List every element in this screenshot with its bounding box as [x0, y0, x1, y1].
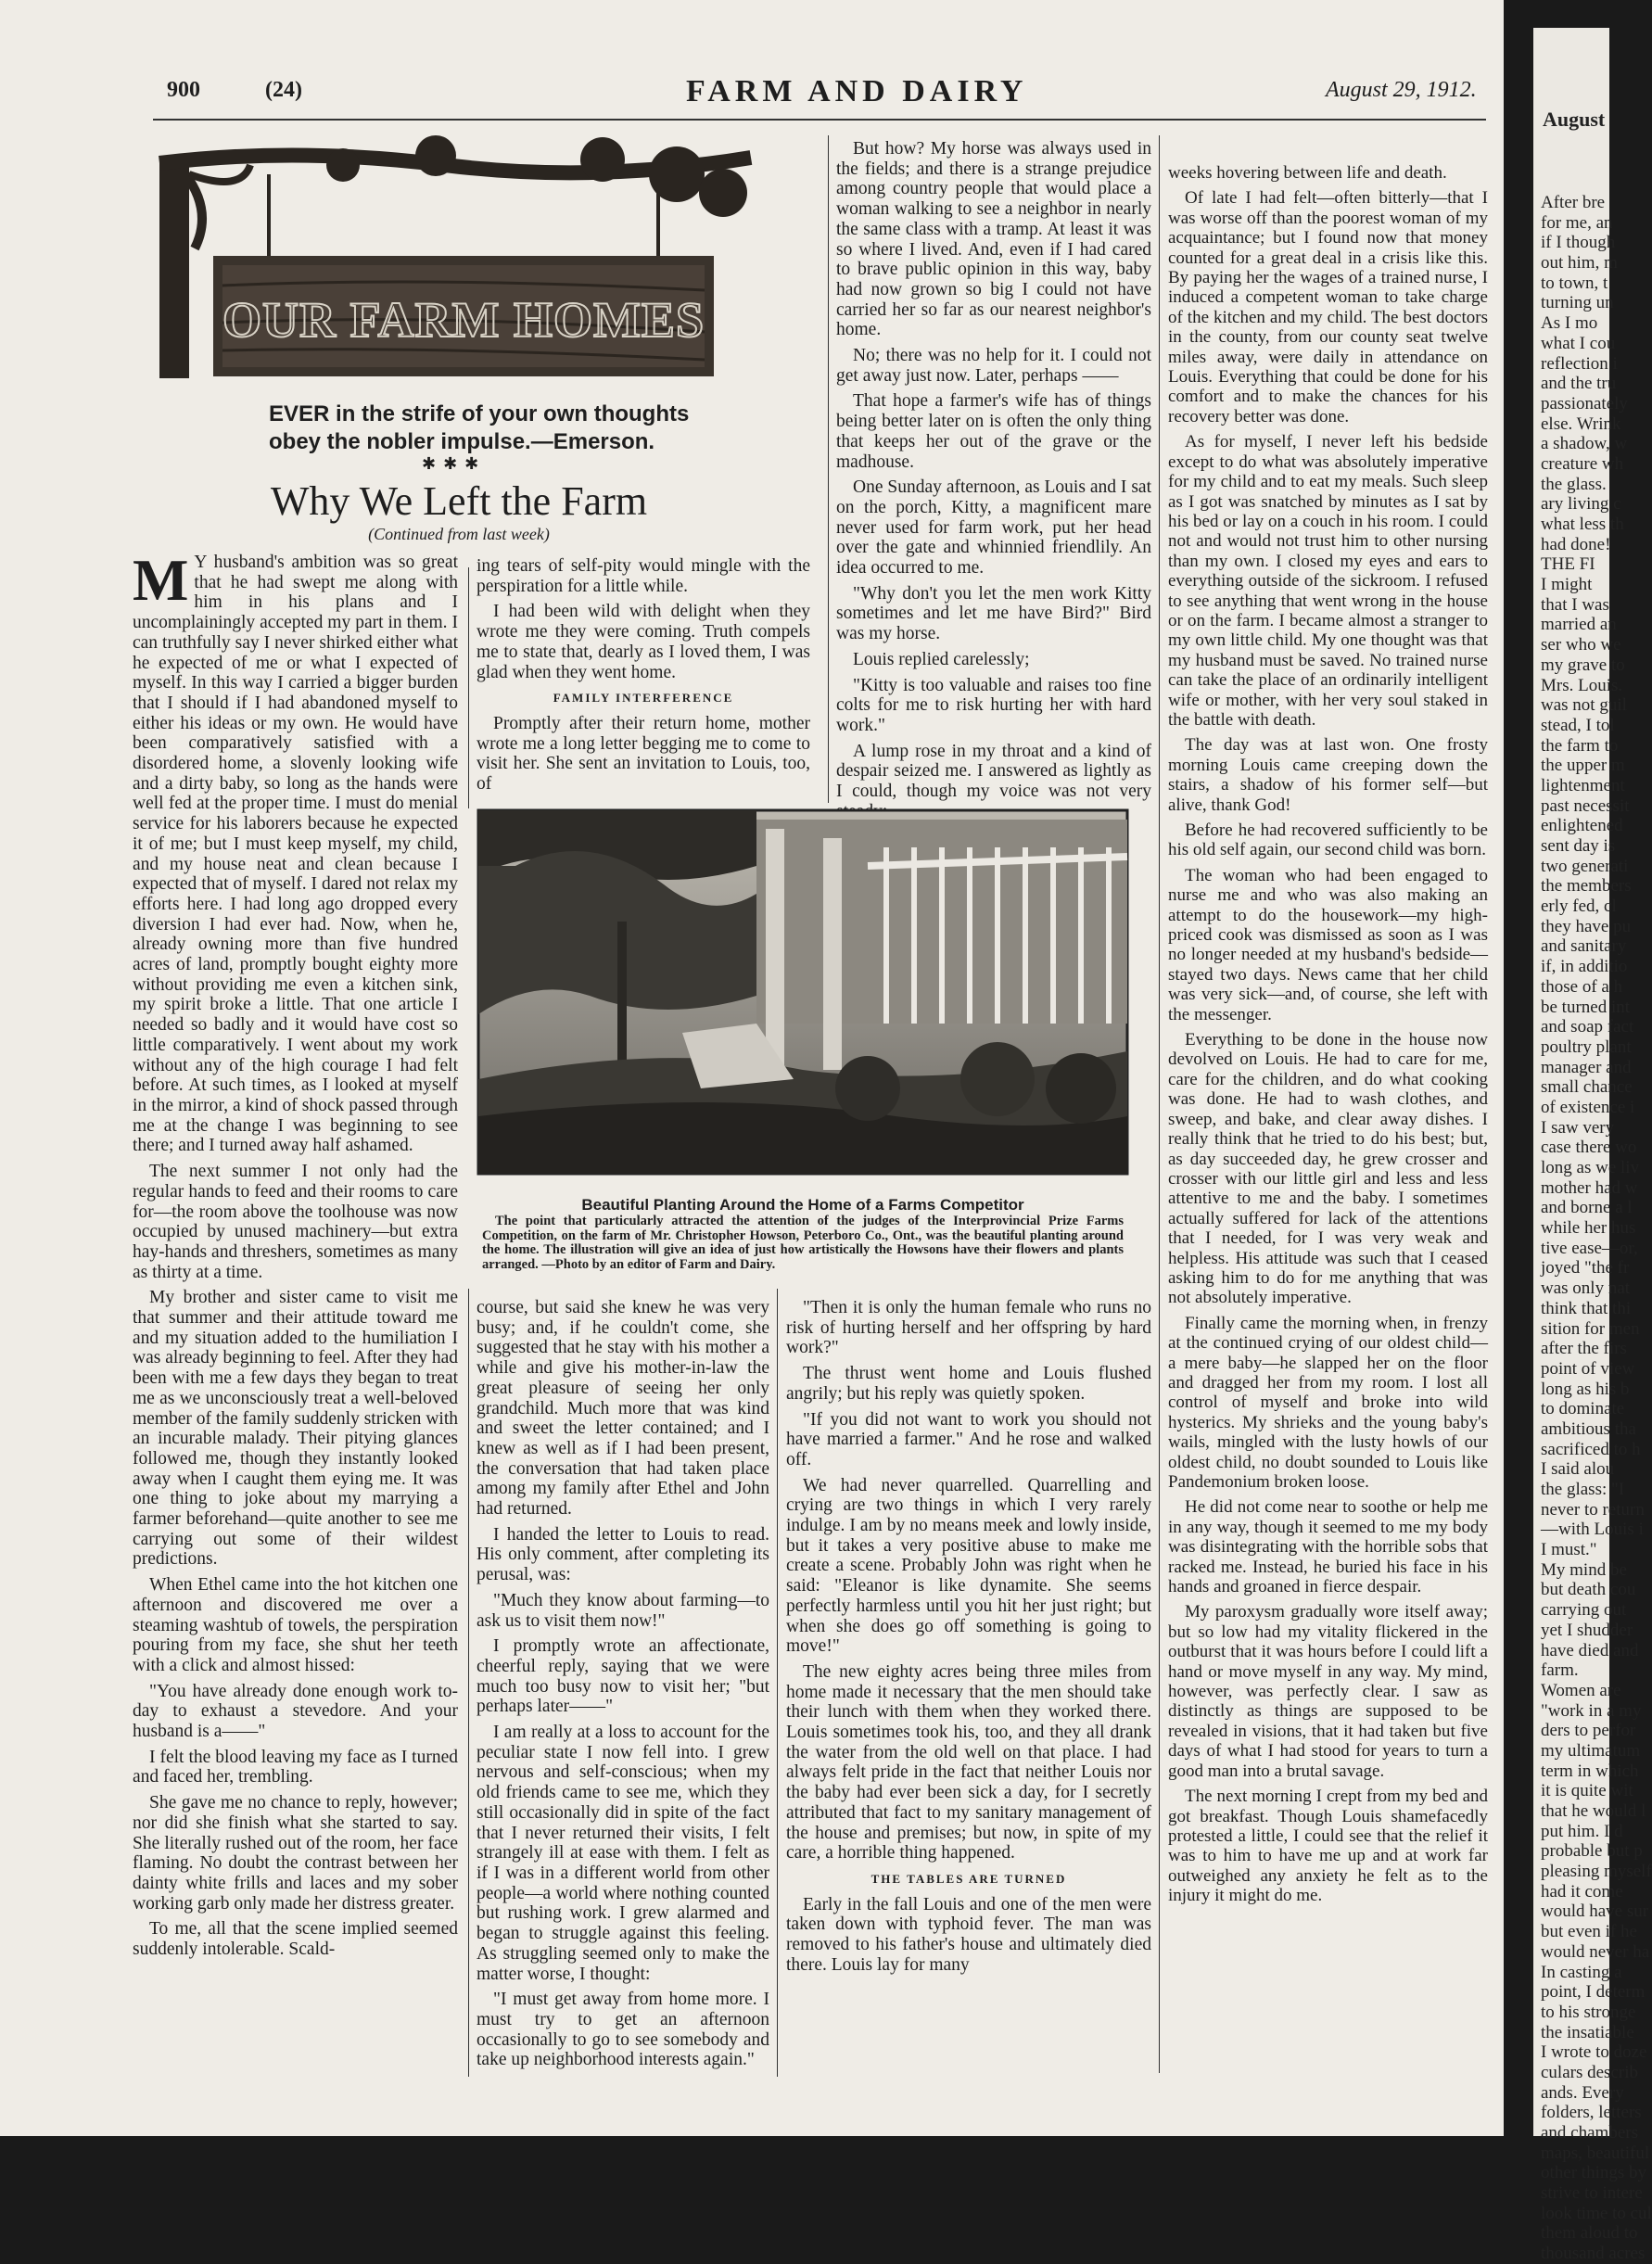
adjacent-page-line: small chance — [1541, 1077, 1633, 1098]
adjacent-page-line: carrying out — [1541, 1600, 1627, 1621]
adjacent-page-line: was not guil — [1541, 695, 1627, 716]
porch-planting-photo — [478, 810, 1127, 1174]
paragraph: "Then it is only the human female who runs no risk of hurting herself and her offspring by hard work?" — [786, 1298, 1151, 1358]
header-rule — [153, 119, 1486, 121]
paragraph: Louis replied carelessly; — [853, 649, 1030, 669]
adjacent-page-line: what less th — [1541, 515, 1624, 534]
adjacent-page-line: they have pu — [1541, 916, 1632, 936]
adjacent-page-line: the upper m — [1541, 756, 1625, 776]
adjacent-page-line: past necessit — [1541, 795, 1630, 816]
column-rule — [468, 1289, 469, 2077]
adjacent-page-line: for me, an — [1541, 212, 1613, 233]
column-rule — [468, 567, 469, 808]
adjacent-page-line: ser who we — [1541, 635, 1621, 655]
adjacent-page-line: would have sur — [1541, 1902, 1649, 1922]
adjacent-page-line: After bre — [1541, 193, 1606, 212]
paragraph: The woman who had been engaged to nurse me and who was also making an attempt to do the housework—my high-priced cook was dismissed as soon as I was no longer needed at my husband's bedside—stayed two days. News came that her child was very sick—and, of course, she left with the messenger. — [1168, 865, 1488, 1024]
paragraph: I am really at a loss to account for the peculiar state I now fell into. I grew nervous and self-conscious; when my old friends came to see me, which they still occasionally did in spite of the fact that I never returned their visits, I felt strangely ill at ease with them. I felt as if I was in a different world from other people—a world where nothing counted but rushing work. I grew alarmed and began to struggle against this feeling. As struggling seemed only to make the matter worse, I thought: — [477, 1723, 769, 1984]
adjacent-page-line: to his stronge — [1541, 2002, 1636, 2022]
adjacent-page-line: to town, t — [1541, 273, 1608, 293]
adjacent-page-line: culars describ — [1541, 2062, 1638, 2082]
adjacent-page-line: after the firs — [1541, 1339, 1627, 1359]
adjacent-page-line: and the tru — [1541, 374, 1617, 394]
article-column-3-bottom — [786, 1298, 1151, 2095]
adjacent-page-line: ands. Every — [1541, 2082, 1624, 2103]
paragraph: To me, all that the scene implied seemed suddenly intolerable. Scald- — [133, 1919, 458, 1960]
adjacent-page-line: and borne a l — [1541, 1198, 1633, 1218]
paragraph: She gave me no chance to reply, however; nor did she finish what she started to say. She literally rushed out of the room, her face flaming. No doubt the contrast between her dainty white frills and laces and my sober working garb only made her distress greater. — [133, 1793, 458, 1914]
adjacent-page-line: the insatiable — [1541, 2022, 1634, 2042]
paragraph: "Why don't you let the men work Kitty sometimes and let me have Bird?" Bird was my horse. — [836, 583, 1151, 644]
adjacent-page-line: folders, letters — [1541, 2103, 1642, 2123]
adjacent-page-line: sacrificed to h — [1541, 1439, 1641, 1459]
column-rule — [828, 135, 829, 803]
adjacent-page-line: out him, m — [1541, 253, 1618, 273]
adjacent-page-line: As I mo — [1541, 313, 1598, 334]
epigraph: EVER in the strife of your own thoughts obey the nobler impulse.—Emerson. — [269, 401, 690, 454]
adjacent-page-line: them aloud to — [1541, 2223, 1638, 2244]
paragraph: Before he had recovered sufficiently to be his old self again, our second child was born. — [1168, 820, 1488, 860]
adjacent-page-line: think that thi — [1541, 1298, 1632, 1318]
page-number: 900 — [167, 78, 200, 102]
adjacent-page-line: else. Wrink — [1541, 413, 1621, 434]
adjacent-page-line: Women are — [1541, 1680, 1621, 1700]
adjacent-page-line: long as his b — [1541, 1379, 1630, 1399]
paragraph: "Kitty is too valuable and raises too fine colts for me to risk hurting her with hard work." — [836, 675, 1151, 735]
paragraph: We had never quarrelled. Quarrelling and crying are two things in which I very rarely indulge. I am by no means meek and lowly inside, but it takes a very positive abuse to make me create a scene. Probably John was right when he said: "Eleanor is like dynamite. She seems perfectly harmless until you hit her just right; but when she does go off something is going to move!" — [786, 1475, 1151, 1657]
adjacent-page-line: look time to cul — [1541, 2203, 1652, 2223]
adjacent-page-line: had it come — [1541, 1881, 1623, 1902]
adjacent-page-line: the members — [1541, 876, 1632, 897]
adjacent-page-line: manager and — [1541, 1057, 1632, 1077]
adjacent-page-line: of existence i — [1541, 1097, 1635, 1117]
paragraph: That hope a farmer's wife has of things being better later on is often the only thing that keeps her out of the grave or the madhouse. — [836, 391, 1151, 472]
adjacent-page-line: that I was — [1541, 594, 1609, 615]
adjacent-page-line: and sanitary — [1541, 936, 1627, 957]
adjacent-page-line: probable but p — [1541, 1841, 1643, 1862]
adjacent-page-line: if, in additio — [1541, 957, 1628, 977]
adjacent-page-line: THE FI — [1541, 554, 1595, 575]
paragraph: The day was at last won. One frosty morning Louis came creeping down the stairs, a shadow of his former self—but alive, thank God! — [1168, 735, 1488, 815]
section-ornament: ✱✱✱ — [422, 454, 487, 473]
column-rule — [777, 1289, 778, 2077]
adjacent-page-line: term in which — [1541, 1761, 1639, 1781]
adjacent-page-line: In casting a — [1541, 1962, 1622, 1982]
paragraph: A lump rose in my throat and a kind of despair seized me. I answered as lightly as I could, though my voice was not very — [836, 741, 1151, 802]
adjacent-page-line: lightenment — [1541, 775, 1625, 795]
adjacent-page-line: sition for men — [1541, 1318, 1640, 1339]
adjacent-page-line: joyed "the fr — [1541, 1258, 1630, 1278]
adjacent-page-line: tive ease—or, — [1541, 1238, 1638, 1258]
adjacent-page-line: while her hus — [1541, 1218, 1636, 1239]
adjacent-page-line: case there wo — [1541, 1138, 1637, 1158]
adjacent-page-line: mother had w — [1541, 1177, 1638, 1198]
adjacent-page-line: that he would l — [1541, 1801, 1646, 1821]
paragraph: I had been wild with delight when they wrote me they were coming. Truth compels me to state that, dearly as I loved them, I was glad when they went home. — [477, 602, 810, 682]
subhead: FAMILY INTERFERENCE — [553, 691, 734, 706]
adjacent-page-line: was only nat — [1541, 1278, 1631, 1299]
adjacent-page-line: put him. I d — [1541, 1821, 1623, 1841]
paragraph: Finally came the morning when, in frenzy at the continued crying of our oldest child—a mere baby—he slapped her on the floor and dragged her from my room. I lost all control of myself and broke into wild hysterics. My shrieks and the young baby's wails, mingled with the lusty howls of our oldest child, no doubt sounded to Louis like Pandemonium broken loose. — [1168, 1313, 1488, 1492]
drop-cap: M — [133, 547, 189, 613]
paragraph: I promptly wrote an affectionate, cheerful reply, saying that we were much too busy now to visit her; "but perhaps later——" — [477, 1636, 769, 1717]
masthead-title: FARM AND DAIRY — [686, 74, 1028, 108]
paragraph: ing tears of self-pity would mingle with the perspiration for a little while. — [477, 556, 810, 596]
photo-caption-text: The point that particularly attracted the attention of the judges of the Interprovincial Prize Farms Competition, on the farm of Mr. Christopher Howson, Peterboro Co., Ont., was the beautiful planting around the home. The illustration will give an idea of just how artistically the Howsons have their flowers and plants arranged. —Photo by an editor of Farm and Dairy. — [482, 1214, 1124, 1272]
adjacent-page-line: my grave to — [1541, 655, 1625, 675]
paragraph: Of late I had felt—often bitterly—that I was worse off than the poorest woman of my acquaintance; but I found now that money counted for a great deal in a crisis like this. By paying her the wages of a trained nurse, I induced a competent woman to take charge of the kitchen and my child. The best doctors in the county, from our county seat twelve miles away, were daily in attendance on Louis. Everything that could be done for his comfort and to make the chances for his recovery better was done. — [1168, 188, 1488, 426]
article-subtitle: (Continued from last week) — [368, 525, 550, 543]
adjacent-page-line: stead, I tol — [1541, 715, 1615, 735]
adjacent-page-line: have died and — [1541, 1640, 1639, 1660]
adjacent-page-line: the glass. — [1541, 474, 1607, 494]
adjacent-page-line: erly fed, cl — [1541, 897, 1617, 917]
paragraph: As for myself, I never left his bedside except to do what was absolutely imperative for my child and to eat my meals. Such sleep as I got was snatched by minutes as I sat by his bed or lay on a couch in his room. I could not and would not trust him to other nursing than my own. I closed my eyes and ears to everything outside of the sickroom. I refused to see anything that went wrong in the house or on the farm. I became almost a stranger to my own little child. My one thought was that my husband must be saved. No trained nurse can take the place of an ordinarily intelligent wife or mother, with her very soul staked in the battle with death. — [1168, 432, 1488, 730]
adjacent-page-line: and chambers — [1541, 2123, 1638, 2143]
adjacent-page-line: a shadow, w — [1541, 434, 1628, 454]
paragraph: "If you did not want to work you should not have married a farmer." And he rose and walked off. — [786, 1409, 1151, 1469]
article-column-2-top — [477, 556, 810, 807]
paragraph: But how? My horse was always used in the fields; and there is a strange prejudice among country people that would place a woman walking to see a neighbor in nearly the same class with a tramp. At least it was so where I lived. And, even if I had cared to brave public opinion in this way, baby had now grown so big I could not have carried her so far as our nearest neighbor's home. — [836, 139, 1151, 340]
adjacent-page-line: yet I shudder — [1541, 1620, 1633, 1640]
adjacent-page-line: what I cou — [1541, 333, 1616, 353]
article-column-4 — [1168, 163, 1488, 2115]
subhead: THE TABLES ARE TURNED — [870, 1871, 1067, 1886]
adjacent-page-line: the glass: "I — [1541, 1480, 1625, 1499]
adjacent-page-line: never to return — [1541, 1499, 1645, 1520]
adjacent-page-line: Mrs. Louis. — [1541, 675, 1623, 695]
adjacent-page-line: thousand acres — [1541, 2244, 1646, 2264]
adjacent-page-line: the farm to — [1541, 735, 1619, 756]
adjacent-page-line: other things by — [1541, 2163, 1646, 2183]
adjacent-page-fragment — [1533, 28, 1652, 2264]
paragraph: weeks hovering between life and death. — [1168, 163, 1447, 183]
adjacent-page-line: "work in a my — [1541, 1700, 1642, 1721]
adjacent-page-line: and soap fact — [1541, 1017, 1634, 1037]
adjacent-page-header: August — [1543, 108, 1606, 131]
adjacent-page-line: point, I determ — [1541, 1982, 1646, 2003]
adjacent-page-line: I wrote to doze — [1541, 2042, 1647, 2063]
adjacent-page-line: my ultimatum — [1541, 1740, 1641, 1761]
adjacent-page-line: I must." — [1541, 1540, 1597, 1560]
our-farm-homes-sign-illustration — [158, 137, 760, 388]
adjacent-page-line: —with Louis i — [1541, 1520, 1644, 1540]
adjacent-page-line: poultry plant — [1541, 1037, 1632, 1057]
adjacent-page-line: enlightened — [1541, 816, 1623, 836]
page-sub-number: (24) — [265, 78, 302, 102]
paragraph: Everything to be done in the house now devolved on Louis. He had to care for me, care for the children, and do what cooking was done. He had to wash clothes, and sweep, and bake, and clear away dishes. I really think that he tried to do his best; but, as day succeeded day, he grew crosser and crosser with our little girl and less and less attentive to me and the baby. I sometimes actually suffered for lack of the attentions that I needed, for I was very weak and helpless. His attitude was such that I ceased asking him to do for me anything that was not absolutely imperative. — [1168, 1030, 1488, 1308]
adjacent-page-line: I might — [1541, 575, 1593, 595]
paragraph: "Much they know about farming—to ask us to visit them now!" — [477, 1590, 769, 1631]
paragraph: I felt the blood leaving my face as I turned and faced her, trembling. — [133, 1747, 458, 1787]
article-column-3-top — [836, 139, 1151, 803]
paragraph: course, but said she knew he was very busy; and, if he couldn't come, she suggested that he stay with his mother a while and give his mother-in-law the great pleasure of seeing her only grandchild. Much more that was kind and sweet the letter contained; and I knew as well as if I had been present, the conversation that had taken place among my family after Ethel and John had returned. — [477, 1298, 769, 1520]
paragraph: No; there was no help for it. I could not get away just now. Later, perhaps —— — [836, 346, 1151, 386]
adjacent-page-line: I saw very — [1541, 1117, 1615, 1138]
adjacent-page-line: ambitious tha — [1541, 1418, 1636, 1439]
adjacent-page-column — [1541, 193, 1652, 2264]
adjacent-page-line: ary living c — [1541, 494, 1621, 515]
adjacent-page-line: farm. — [1541, 1660, 1579, 1681]
adjacent-page-line: but death cou — [1541, 1580, 1636, 1600]
adjacent-page-line: it is quite wit — [1541, 1781, 1633, 1801]
paragraph: M Y husband's ambition was so great that he had swept me along with him in his plans and I uncomplainingly accepted my part in them. I can truthfully say I never shirked either what he expected of me or what I expected of myself. In this way I carried a bigger burden that I should if I had abandoned myself to either his ideas or my own. He would have been comparatively satisfied with a disordered home, a slovenly looking wife and a dirty baby, so long as the hands were well fed at the proper time. I must do menial service for his laborers because he expected it of me; but I must keep myself, my child, and my house neat and clean because I expected that of myself. I dared not relax my efforts here. I had long ago dropped every diversion I had ever had. Now, when he, already owning more than five hundred acres of land, promptly bought eighty more without providing me even a kitchen sink, my spirit broke a little. That one article I needed so badly and it would have cost so little comparatively. I went about my work without any of the high courage I had felt before. At such times, as I looked at myself in the mirror, a kind of shock passed through me at the change I was beginning to see there; and I turned away half ashamed. — [133, 547, 458, 1156]
article-column-1 — [133, 547, 458, 2129]
adjacent-page-line: My mind be — [1541, 1559, 1627, 1580]
adjacent-page-line: turning un — [1541, 293, 1614, 313]
sign-text: OUR FARM HOMES — [222, 292, 705, 348]
adjacent-page-line: strive to intere — [1541, 2183, 1643, 2204]
adjacent-page-line: be turned int — [1541, 997, 1631, 1017]
adjacent-page-line: I said alou — [1541, 1459, 1615, 1480]
paragraph: The thrust went home and Louis flushed angrily; but his reply was quietly spoken. — [786, 1364, 1151, 1404]
adjacent-page-line: would never ha — [1541, 1941, 1650, 1962]
paragraph: My paroxysm gradually wore itself away; but so low had my vitality flickered in the outburst that it was hours before I could lift a hand or move myself in any way. My mind, however, was perfectly clear. I saw as distinctly as things are supposed to be revealed in visions, that it had taken but five days of what I had stood for years to turn a good man into a brutal savage. — [1168, 1602, 1488, 1781]
adjacent-page-line: passionately — [1541, 393, 1628, 413]
issue-date: August 29, 1912. — [1326, 78, 1477, 102]
photo-caption-title: Beautiful Planting Around the Home of a Farms Competitor — [581, 1196, 1024, 1214]
article-column-2-bottom — [477, 1298, 769, 2095]
adjacent-page-line: sent day is — [1541, 836, 1616, 856]
adjacent-page-line: reflection i — [1541, 353, 1618, 374]
paragraph: Promptly after their return home, mother wrote me a long letter begging me to come to visit her. She sent an invitation to Louis, too, of — [477, 713, 810, 795]
adjacent-page-line: to dominate — [1541, 1399, 1625, 1419]
adjacent-page-line: married an — [1541, 615, 1617, 635]
paragraph: My brother and sister came to visit me that summer and their attitude toward me and my situation added to the humiliation I was already beginning to feel. After they had been with me a few days they began to treat me as we unconsciously treat a well-beloved member of the family suddenly stricken with an incurable malady. Their pitying glances followed me, though they instantly looked away when I caught them eying me. It was one thing to joke about my marrying a farmer beforehand—quite another to see me carrying out some of their wildest predictions. — [133, 1288, 458, 1570]
adjacent-page-line: if I though — [1541, 233, 1616, 253]
paragraph: Early in the fall Louis and one of the men were taken down with typhoid fever. The man was removed to his father's house and ultimately died there. Louis lay for many — [786, 1894, 1151, 1975]
paragraph: One Sunday afternoon, as Louis and I sat on the porch, Kitty, a magnificent mare never used for farm work, put her head over the gate and whinnied friendlily. An idea occurred to me. — [836, 477, 1151, 579]
adjacent-page-line: long as we liv — [1541, 1158, 1640, 1177]
adjacent-page-line: ders to perfor — [1541, 1721, 1636, 1741]
adjacent-page-line: point of view — [1541, 1358, 1635, 1379]
adjacent-page-line: maps, beautiful — [1541, 2143, 1650, 2163]
adjacent-page-line: those of a h — [1541, 976, 1623, 997]
paragraph: He did not come near to soothe or help me in any way, though it seemed to me my body was disintegrating with the horrible sobs that racked me. Instead, he buried his face in his hands and groaned in fierce despair. — [1168, 1497, 1488, 1597]
adjacent-page-line: but even if he — [1541, 1922, 1637, 1942]
paragraph: "You have already done enough work to-day to exhaust a stevedore. And your husband is a——" — [133, 1681, 458, 1742]
paragraph: The new eighty acres being three miles from home made it necessary that the men should take their lunch with them when they worked there. Louis sometimes took his, too, and they all drank the water from the old well on that place. I had always felt pride in the fact that neither Louis nor the baby had ever been sick a day, for I secretly attributed that fact to my sanitary management of the house and premises; but now, in spite of my care, a horrible thing happened. — [786, 1661, 1151, 1863]
adjacent-page-line: creature wh — [1541, 453, 1624, 474]
paragraph: I handed the letter to Louis to read. His only comment, after completing its perusal, was: — [477, 1524, 769, 1585]
adjacent-page-line: pleasing myself — [1541, 1862, 1652, 1882]
article-title: Why We Left the Farm — [270, 478, 648, 524]
paragraph: When Ethel came into the hot kitchen one afternoon and discovered me over a steaming washtub of towels, the perspiration pouring from my face, she shut her teeth with a click and almost hissed: — [133, 1575, 458, 1675]
paragraph: "I must get away from home more. I must try to get an afternoon occasionally to go to see somebody and take up neighborhood interests again." — [477, 1990, 769, 2070]
paragraph: The next summer I not only had the regular hands to feed and their rooms to care for—the room above the toolhouse was now occupied by unused machinery—but extra hay-hands and threshers, sometimes as many as thirty at a time. — [133, 1162, 458, 1282]
column-rule — [1159, 135, 1160, 2073]
paragraph: The next morning I crept from my bed and got breakfast. Though Louis shamefacedly protested a little, I could see that the relief it was to him to have me up and at work far outweighed any anxiety he felt as to the injury it might do me. — [1168, 1787, 1488, 1906]
adjacent-page-line: had done! — [1541, 534, 1611, 554]
adjacent-page-line: two generati — [1541, 856, 1629, 876]
